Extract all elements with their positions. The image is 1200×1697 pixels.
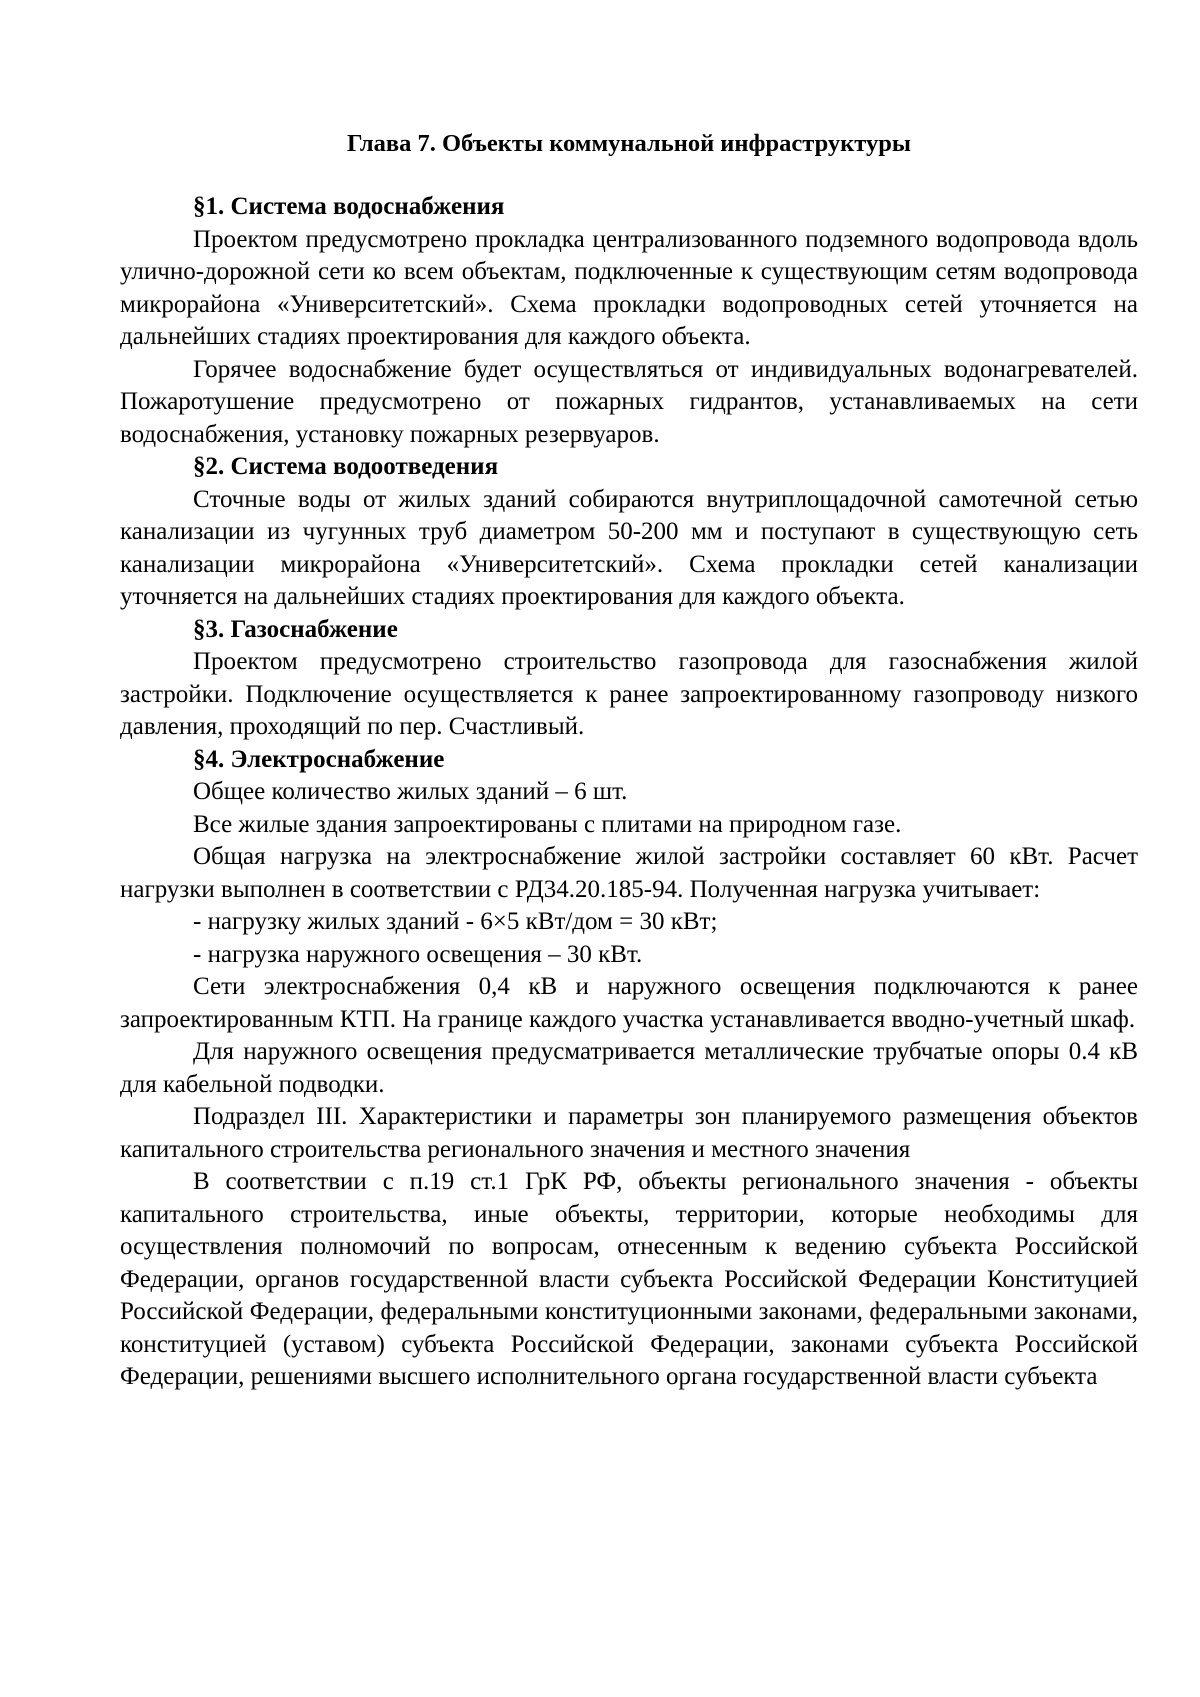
list-item: - нагрузку жилых зданий - 6×5 кВт/дом = 30 кВт; [193,908,718,935]
paragraph: Сети электроснабжения 0,4 кВ и наружного освещения подключаются к ранее запроектированным КТП. На границе каждого участка устанавливается вводно-учетный шкаф. [120,973,1138,1033]
paragraph: В соответствии с п.19 ст.1 ГрК РФ, объекты регионального значения - объекты капитального строительства, иные объекты, территории, которые необходимы для осуществления полномочий по вопросам, отнесенным к ведению субъекта Российской Федерации, органов государственной власти субъекта Российской Федерации Конституцией Российской Федерации, федеральными конституционными законами, федеральными законами, конституцией (уставом) субъекта Российской Федерации, законами субъекта Российской Федерации, решениями высшего исполнительного органа государственной власти субъекта [120,1168,1138,1390]
paragraph: Общее количество жилых зданий – 6 шт. [193,778,628,805]
subsection-title: Подраздел III. Характеристики и параметры зон планируемого размещения объектов капитального строительства регионального значения и местного значения [120,1103,1138,1163]
section-heading-sewerage: §2. Система водоотведения [193,453,499,480]
list-item: - нагрузка наружного освещения – 30 кВт. [193,940,643,968]
paragraph: Все жилые здания запроектированы с плитами на природном газе. [193,810,902,838]
section-heading-power-supply: §4. Электроснабжение [193,745,445,773]
chapter-title: Глава 7. Объекты коммунальной инфраструктуры [347,130,911,157]
document-page [120,128,1138,1394]
section-heading-water-supply: §1. Система водоснабжения [193,193,505,220]
paragraph: Горячее водоснабжение будет осуществляться от индивидуальных водонагревателей. Пожаротушение предусмотрено от пожарных гидрантов, устанавливаемых на сети водоснабжения, установку пожарных резервуаров. [120,355,1138,448]
paragraph: Общая нагрузка на электроснабжение жилой застройки составляет 60 кВт. Расчет нагрузки выполнен в соответствии с РД34.20.185-94. Полученная нагрузка учитывает: [120,843,1138,903]
paragraph: Проектом предусмотрено прокладка централизованного подземного водопровода вдоль улично-дорожной сети ко всем объектам, подключенные к существующим сетям водопровода микрорайона «Университетский». Схема прокладки водопроводных сетей уточняется на дальнейших стадиях проектирования для каждого объекта. [120,225,1138,350]
section-heading-gas-supply: §3. Газоснабжение [193,615,398,643]
paragraph: Для наружного освещения предусматривается металлические трубчатые опоры 0.4 кВ для кабельной подводки. [120,1038,1138,1098]
paragraph: Проектом предусмотрено строительство газопровода для газоснабжения жилой застройки. Подключение осуществляется к ранее запроектированному газопроводу низкого давления, проходящий по пер. Счастливый. [120,648,1138,740]
paragraph: Сточные воды от жилых зданий собираются внутриплощадочной самотечной сетью канализации из чугунных труб диаметром 50-200 мм и поступают в существующую сеть канализации микрорайона «Университетский». Схема прокладки сетей канализации уточняется на дальнейших стадиях проектирования для каждого объекта. [120,485,1138,610]
